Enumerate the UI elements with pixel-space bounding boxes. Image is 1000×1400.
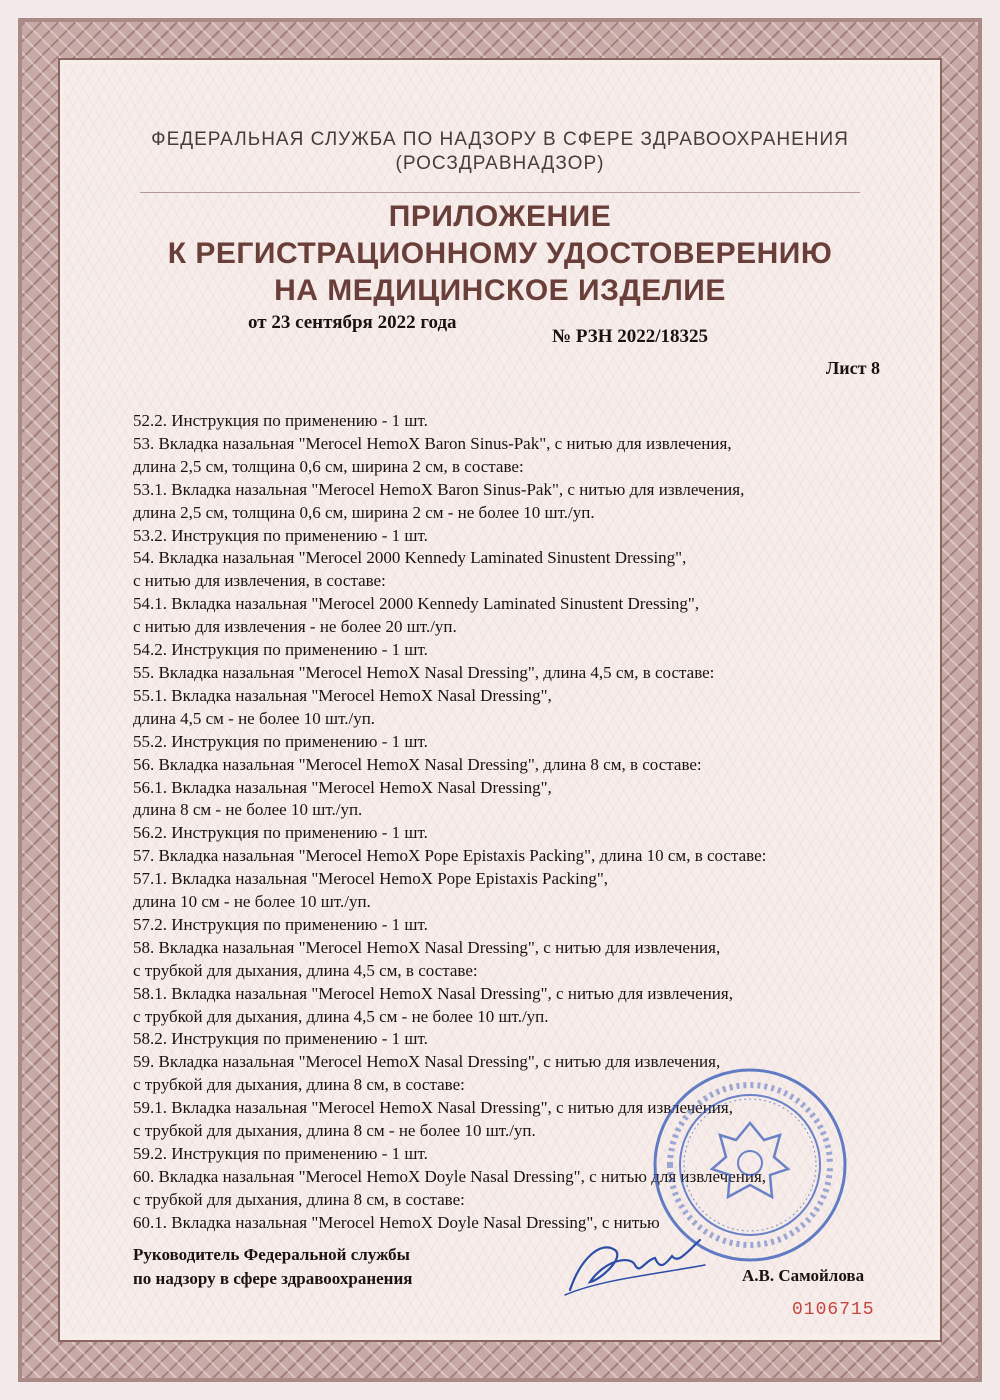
serial-number: 0106715	[792, 1300, 875, 1320]
title-line-3: НА МЕДИЦИНСКОЕ ИЗДЕЛИЕ	[274, 274, 726, 307]
list-line: 58.2. Инструкция по применению - 1 шт.	[133, 1029, 428, 1049]
title-line-1: ПРИЛОЖЕНИЕ	[388, 200, 612, 233]
signer-title-line-1: Руководитель Федеральной службы	[133, 1245, 410, 1264]
sheet-number: Лист 8	[825, 358, 880, 378]
signature-icon	[560, 1220, 710, 1300]
list-line: длина 2,5 см, толщина 0,6 см, ширина 2 см, в составе:	[133, 456, 524, 476]
list-line: с нитью для извлечения, в составе:	[133, 571, 386, 591]
list-line: длина 10 см - не более 10 шт./уп.	[133, 892, 371, 912]
list-line: 55. Вкладка назальная "Merocel HemoX Nasal Dressing", длина 4,5 см, в составе:	[133, 662, 715, 682]
list-line: 53.1. Вкладка назальная "Merocel HemoX Baron Sinus-Pak", с нитью для извлечения,	[133, 479, 745, 499]
signer-title-line-2: по надзору в сфере здравоохранения	[133, 1269, 413, 1288]
list-line: 53.2. Инструкция по применению - 1 шт.	[133, 525, 428, 545]
list-line: с нитью для извлечения - не более 20 шт./уп.	[133, 617, 457, 637]
list-line: 60. Вкладка назальная "Merocel HemoX Doyle Nasal Dressing", с нитью для извлечения,	[133, 1166, 767, 1186]
header-divider	[140, 192, 860, 193]
list-line: с трубкой для дыхания, длина 4,5 см - не более 10 шт./уп.	[133, 1006, 549, 1026]
list-line: 57. Вкладка назальная "Merocel HemoX Pope Epistaxis Packing", длина 10 см, в составе:	[133, 846, 767, 866]
list-line: с трубкой для дыхания, длина 8 см - не более 10 шт./уп.	[133, 1121, 536, 1141]
list-line: 56.2. Инструкция по применению - 1 шт.	[133, 823, 428, 843]
list-line: 55.1. Вкладка назальная "Merocel HemoX Nasal Dressing",	[133, 685, 552, 705]
list-line: 56. Вкладка назальная "Merocel HemoX Nasal Dressing", длина 8 см, в составе:	[133, 754, 702, 774]
agency-abbrev: (РОСЗДРАВНАДЗОР)	[395, 153, 605, 174]
list-line: 53. Вкладка назальная "Merocel HemoX Baron Sinus-Pak", с нитью для извлечения,	[133, 433, 732, 453]
list-line: 60.1. Вкладка назальная "Merocel HemoX Doyle Nasal Dressing", с нитью	[133, 1212, 660, 1232]
signer-name: А.В. Самойлова	[742, 1266, 865, 1285]
agency-name: ФЕДЕРАЛЬНАЯ СЛУЖБА ПО НАДЗОРУ В СФЕРЕ ЗДРАВООХРАНЕНИЯ	[151, 129, 849, 150]
registration-number: № РЗН 2022/18325	[552, 326, 709, 347]
list-line: 59. Вкладка назальная "Merocel HemoX Nasal Dressing", с нитью для извлечения,	[133, 1052, 721, 1072]
list-line: 54.2. Инструкция по применению - 1 шт.	[133, 640, 428, 660]
list-line: 54. Вкладка назальная "Merocel 2000 Kennedy Laminated Sinustent Dressing",	[133, 548, 687, 568]
agency-header	[100, 128, 900, 176]
list-line: 58.1. Вкладка назальная "Merocel HemoX Nasal Dressing", с нитью для извлечения,	[133, 983, 733, 1003]
list-line: с трубкой для дыхания, длина 8 см, в составе:	[133, 1075, 465, 1095]
list-line: 58. Вкладка назальная "Merocel HemoX Nasal Dressing", с нитью для извлечения,	[133, 937, 721, 957]
list-line: 55.2. Инструкция по применению - 1 шт.	[133, 731, 428, 751]
document-title	[100, 198, 900, 309]
list-line: с трубкой для дыхания, длина 8 см, в составе:	[133, 1189, 465, 1209]
list-line: 52.2. Инструкция по применению - 1 шт.	[133, 411, 428, 430]
list-line: 59.2. Инструкция по применению - 1 шт.	[133, 1144, 428, 1163]
title-line-2: К РЕГИСТРАЦИОННОМУ УДОСТОВЕРЕНИЮ	[167, 237, 833, 270]
list-line: 56.1. Вкладка назальная "Merocel HemoX Nasal Dressing",	[133, 777, 552, 797]
list-line: 57.2. Инструкция по применению - 1 шт.	[133, 914, 428, 934]
list-line: 54.1. Вкладка назальная "Merocel 2000 Kennedy Laminated Sinustent Dressing",	[133, 594, 700, 614]
list-line: с трубкой для дыхания, длина 4,5 см, в составе:	[133, 960, 478, 980]
list-line: длина 8 см - не более 10 шт./уп.	[133, 800, 363, 820]
list-line: 59.1. Вкладка назальная "Merocel HemoX Nasal Dressing", с нитью для извлечения,	[133, 1098, 733, 1118]
issue-date: от 23 сентября 2022 года	[248, 312, 457, 333]
list-line: длина 2,5 см, толщина 0,6 см, ширина 2 см - не более 10 шт./уп.	[133, 502, 595, 522]
list-line: 57.1. Вкладка назальная "Merocel HemoX Pope Epistaxis Packing",	[133, 869, 609, 889]
list-line: длина 4,5 см - не более 10 шт./уп.	[133, 708, 376, 728]
signer-title	[133, 1243, 412, 1291]
